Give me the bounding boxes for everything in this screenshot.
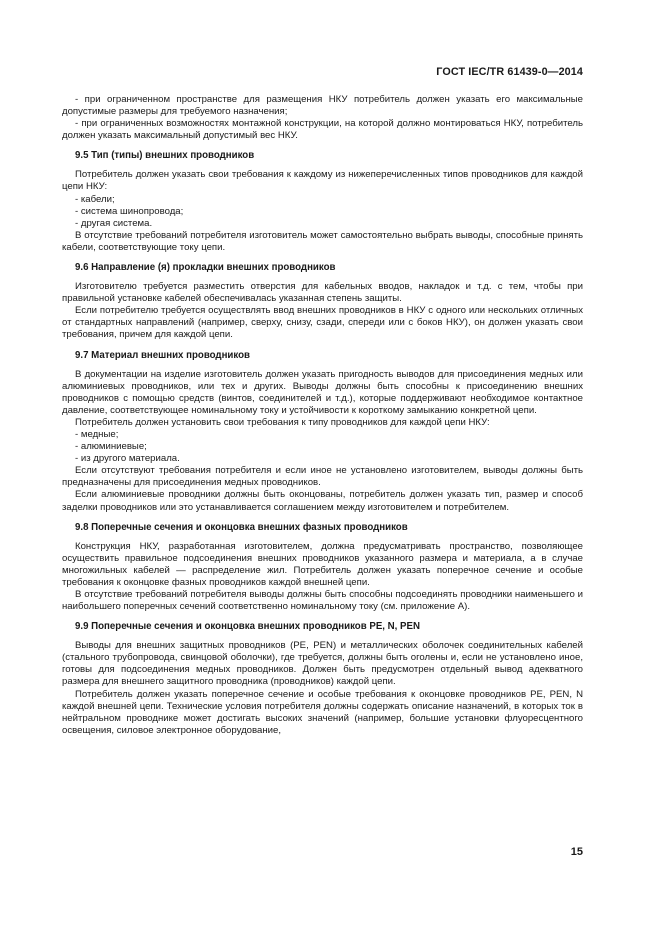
document-header: ГОСТ IEC/TR 61439-0—2014 (436, 66, 583, 78)
intro-paragraph: - при ограниченных возможностях монтажной конструкции, на которой должно монтироваться НКУ, потребитель должен указать максимальный допустимый вес НКУ. (62, 118, 583, 142)
list-item: - другая система. (75, 217, 153, 229)
paragraph: Если потребителю требуется осуществлять ввод внешних проводников в НКУ с одного или нескольких отличных от стандартных направлений (например, сверху, снизу, сзади, спереди или с боков НКУ), он должен указать свои требования, причем для каждой цепи. (62, 305, 583, 341)
section-title-9-8: 9.8 Поперечные сечения и оконцовка внешних фазных проводников (75, 521, 408, 533)
paragraph: В документации на изделие изготовитель должен указать пригодность выводов для присоединения медных или алюминиевых проводников, или тех и других. Выводы должны быть способны к присоединению внешних проводников с помощью средств (винтов, соединителей и т.д.), которые поддерживают необходимое контактное давление, соответствующее номинальному току и устойчивости к короткому замыканию конкретной цепи. (62, 368, 583, 416)
paragraph: Если отсутствуют требования потребителя и если иное не установлено изготовителем, выводы должны быть предназначены для присоединения медных проводников. (62, 465, 583, 489)
section-title-9-9: 9.9 Поперечные сечения и оконцовка внешних проводников PE, N, PEN (75, 621, 420, 633)
paragraph: Потребитель должен указать свои требования к каждому из нижеперечисленных типов проводников для каждой цепи НКУ: (62, 169, 583, 193)
document-body (62, 94, 583, 737)
paragraph: Выводы для внешних защитных проводников (PE, PEN) и металлических оболочек соединительных кабелей (стального трубопровода, свинцовой оболочки), где требуется, должны быть оголены и, если не установлено иное, готовы для подсоединения медных проводников. Должен быть предусмотрен отдельный вывод адекватного размера для внешнего защитного проводника (проводников) каждой цепи. (62, 640, 583, 688)
page-number: 15 (570, 846, 583, 858)
section-title-9-6: 9.6 Направление (я) прокладки внешних проводников (75, 262, 336, 274)
paragraph: Конструкция НКУ, разработанная изготовителем, должна предусматривать пространство, позволяющее осуществить правильное подсоединения внешних проводников указанного размера и материала, а в случае многожильных кабелей — распределение жил. Потребитель должен указать поперечное сечение и особые требования к оконцовке фазных проводников каждой внешней цепи. (62, 540, 583, 588)
list-item: - медные; (75, 428, 119, 440)
list-item: - из другого материала. (75, 453, 180, 465)
paragraph: Потребитель должен установить свои требования к типу проводников для каждой цепи НКУ: (75, 416, 490, 428)
list-item: - кабели; (75, 193, 115, 205)
section-title-9-5: 9.5 Тип (типы) внешних проводников (75, 150, 255, 162)
paragraph: Потребитель должен указать поперечное сечение и особые требования к оконцовке проводников PE, PEN, N каждой внешней цепи. Технические условия потребителя должны содержать описание назначений, в которых ток в нейтральном проводнике может достигать высоких значений (например, большие установки флуоресцентного освещения, силовое электронное оборудование, (62, 688, 583, 736)
paragraph: Изготовителю требуется разместить отверстия для кабельных вводов, накладок и т.д. с тем, чтобы при правильной установке кабелей обеспечивалась указанная степень защиты. (62, 281, 583, 305)
list-item: - система шинопровода; (75, 205, 184, 217)
intro-paragraph: - при ограниченном пространстве для размещения НКУ потребитель должен указать его максимальные допустимые размеры для требуемого назначения; (62, 94, 583, 118)
section-title-9-7: 9.7 Материал внешних проводников (75, 349, 250, 361)
paragraph: В отсутствие требований потребителя выводы должны быть способны подсоединять проводники наименьшего и наибольшего поперечных сечений соответственно номинальному току (см. приложение А). (62, 589, 583, 613)
paragraph: В отсутствие требований потребителя изготовитель может самостоятельно выбрать выводы, способные принять кабели, соответствующие току цепи. (62, 229, 583, 253)
list-item: - алюминиевые; (75, 441, 147, 453)
paragraph: Если алюминиевые проводники должны быть оконцованы, потребитель должен указать тип, размер и способ заделки проводников или это устанавливается соглашением между изготовителем и потребителем. (62, 489, 583, 513)
